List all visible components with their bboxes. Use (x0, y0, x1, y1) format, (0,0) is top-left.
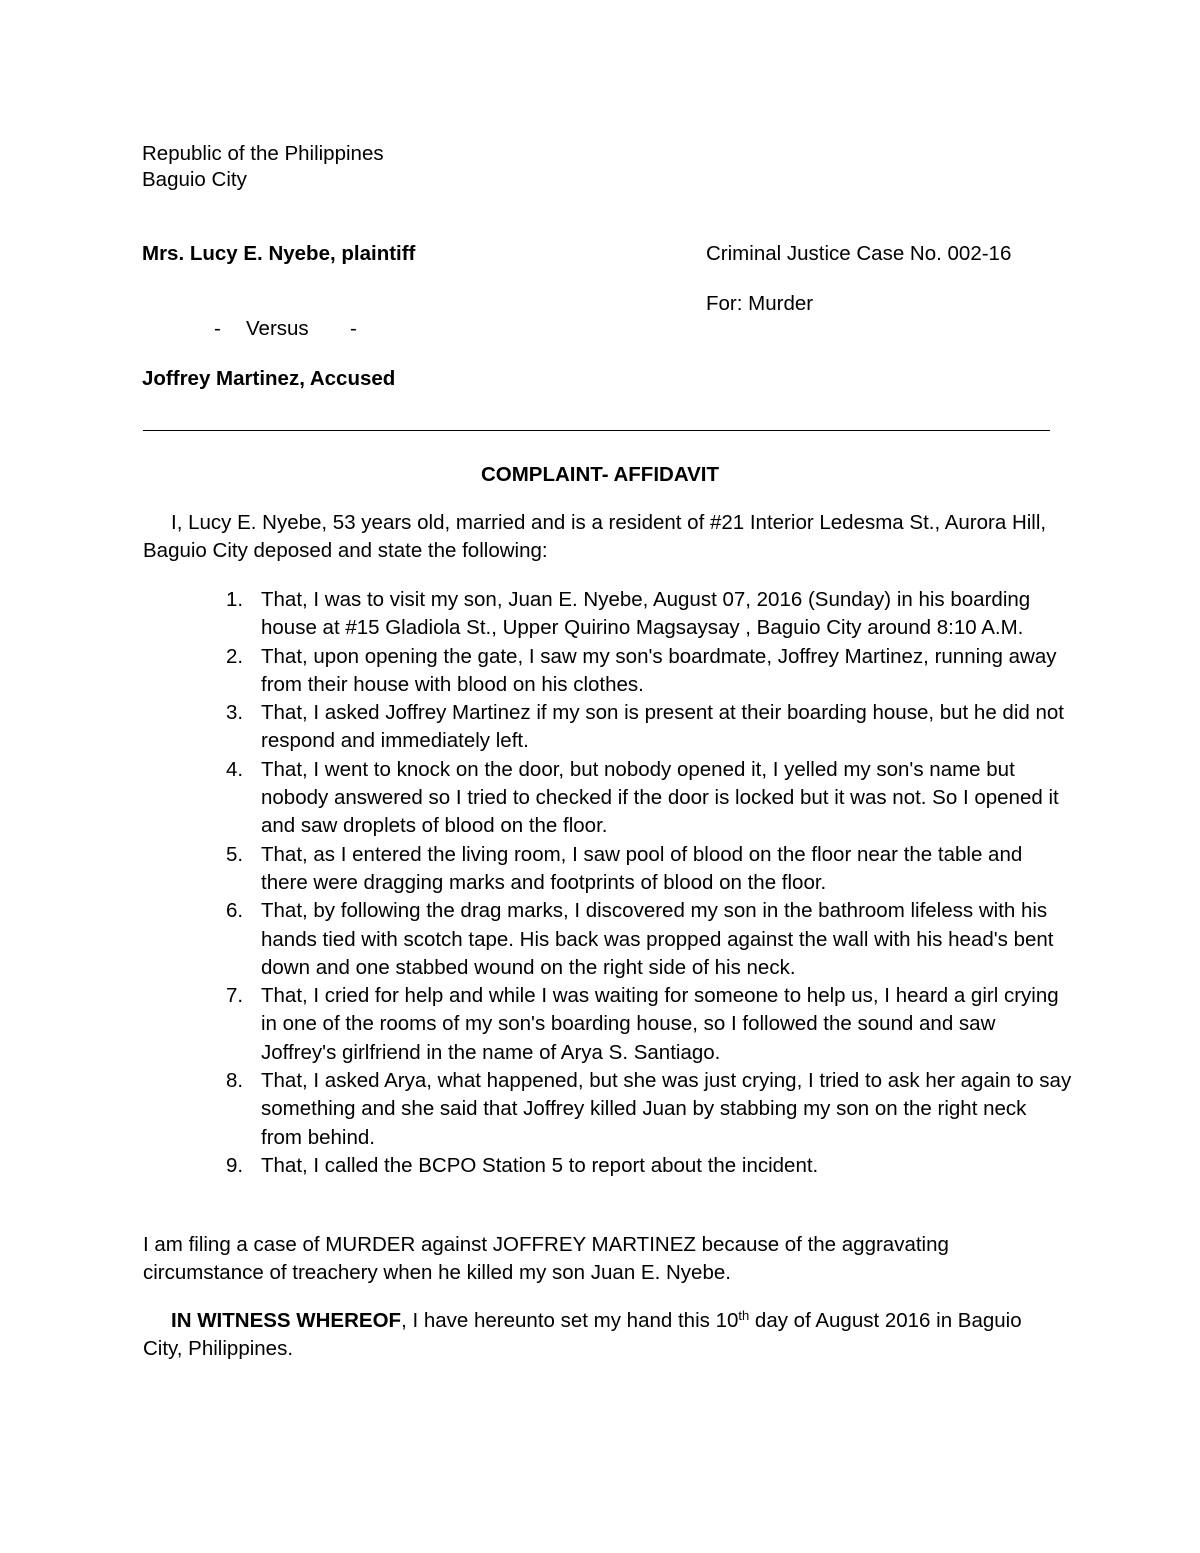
list-item-number: 2. (226, 644, 244, 668)
list-item (143, 699, 1073, 756)
list-item-text: That, I cried for help and while I was waiting for someone to help us, I heard a girl crying in one of the rooms of my son's boarding house, so I followed the sound and saw Joffrey's girlfriend in the name of Arya S. Santiago. (261, 984, 1059, 1064)
list-item-number: 5. (226, 842, 244, 866)
witness-lead: IN WITNESS WHEREOF (171, 1309, 402, 1332)
list-item-text: That, I asked Joffrey Martinez if my son is present at their boarding house, but he did not respond and immediately left. (261, 701, 1064, 753)
list-item-text: That, upon opening the gate, I saw my son's boardmate, Joffrey Martinez, running away from their house with blood on his clothes. (261, 644, 1057, 696)
accused-name: Joffrey Martinez, Accused (142, 367, 396, 390)
city-heading: Baguio City (142, 168, 247, 191)
list-item-number: 4. (226, 757, 244, 781)
witness-text-after: day of August 2016 in Baguio City, Philippines. (143, 1309, 1022, 1361)
document-title: COMPLAINT- AFFIDAVIT (480, 463, 719, 486)
witness-text-before: , I have hereunto set my hand this 10 (401, 1309, 739, 1332)
filing-paragraph: I am filing a case of MURDER against JOFFREY MARTINEZ because of the aggravating circumstance of treachery when he killed my son Juan E. Nyebe. (143, 1233, 949, 1285)
list-item-number: 3. (226, 701, 244, 725)
list-item-number: 9. (226, 1153, 244, 1177)
list-item (143, 586, 1073, 643)
list-item-text: That, I called the BCPO Station 5 to report about the incident. (261, 1153, 819, 1177)
republic-heading: Republic of the Philippines (142, 142, 384, 165)
list-item-number: 8. (226, 1069, 244, 1093)
list-item-text: That, I was to visit my son, Juan E. Nyebe, August 07, 2016 (Sunday) in his boarding house at #15 Gladiola St., Upper Quirino Magsaysay , Baguio City around 8:10 A.M. (261, 588, 1031, 640)
intro-paragraph: I, Lucy E. Nyebe, 53 years old, married and is a resident of #21 Interior Ledesma St., Aurora Hill, Baguio City deposed and state the following: (143, 511, 1047, 563)
versus-dash-right: - (350, 317, 357, 340)
witness-superscript: th (738, 1308, 750, 1323)
list-item-number: 7. (226, 984, 244, 1008)
statement-list (143, 586, 1073, 1180)
list-item-text: That, I asked Arya, what happened, but she was just crying, I tried to ask her again to say something and she said that Joffrey killed Juan by stabbing my son on the right neck from behind. (261, 1069, 1072, 1149)
charge: For: Murder (706, 292, 814, 315)
list-item-text: That, by following the drag marks, I discovered my son in the bathroom lifeless with his hands tied with scotch tape. His back was propped against the wall with his head's bent down and one stabbed wound on the right side of his neck. (261, 899, 1054, 979)
list-item (143, 1152, 1073, 1180)
list-item (143, 982, 1073, 1067)
list-item (143, 1067, 1073, 1152)
list-item-text: That, I went to knock on the door, but nobody opened it, I yelled my son's name but nobody answered so I tried to checked if the door is locked but it was not. So I opened it and saw droplets of blood on the floor. (261, 757, 1059, 838)
list-item (143, 756, 1073, 841)
horizontal-rule (143, 430, 1050, 431)
versus-label: Versus (246, 317, 309, 340)
list-item-number: 1. (226, 588, 244, 611)
case-number: Criminal Justice Case No. 002-16 (706, 242, 1012, 265)
plaintiff-name: Mrs. Lucy E. Nyebe, plaintiff (142, 242, 416, 265)
list-item-number: 6. (226, 899, 244, 923)
versus-dash-left: - (214, 317, 221, 340)
witness-paragraph (143, 1307, 1023, 1364)
list-item (143, 643, 1073, 700)
list-item-text: That, as I entered the living room, I saw pool of blood on the floor near the table and there were dragging marks and footprints of blood on the floor. (261, 842, 1023, 894)
list-item (143, 897, 1073, 982)
list-item (143, 841, 1073, 898)
